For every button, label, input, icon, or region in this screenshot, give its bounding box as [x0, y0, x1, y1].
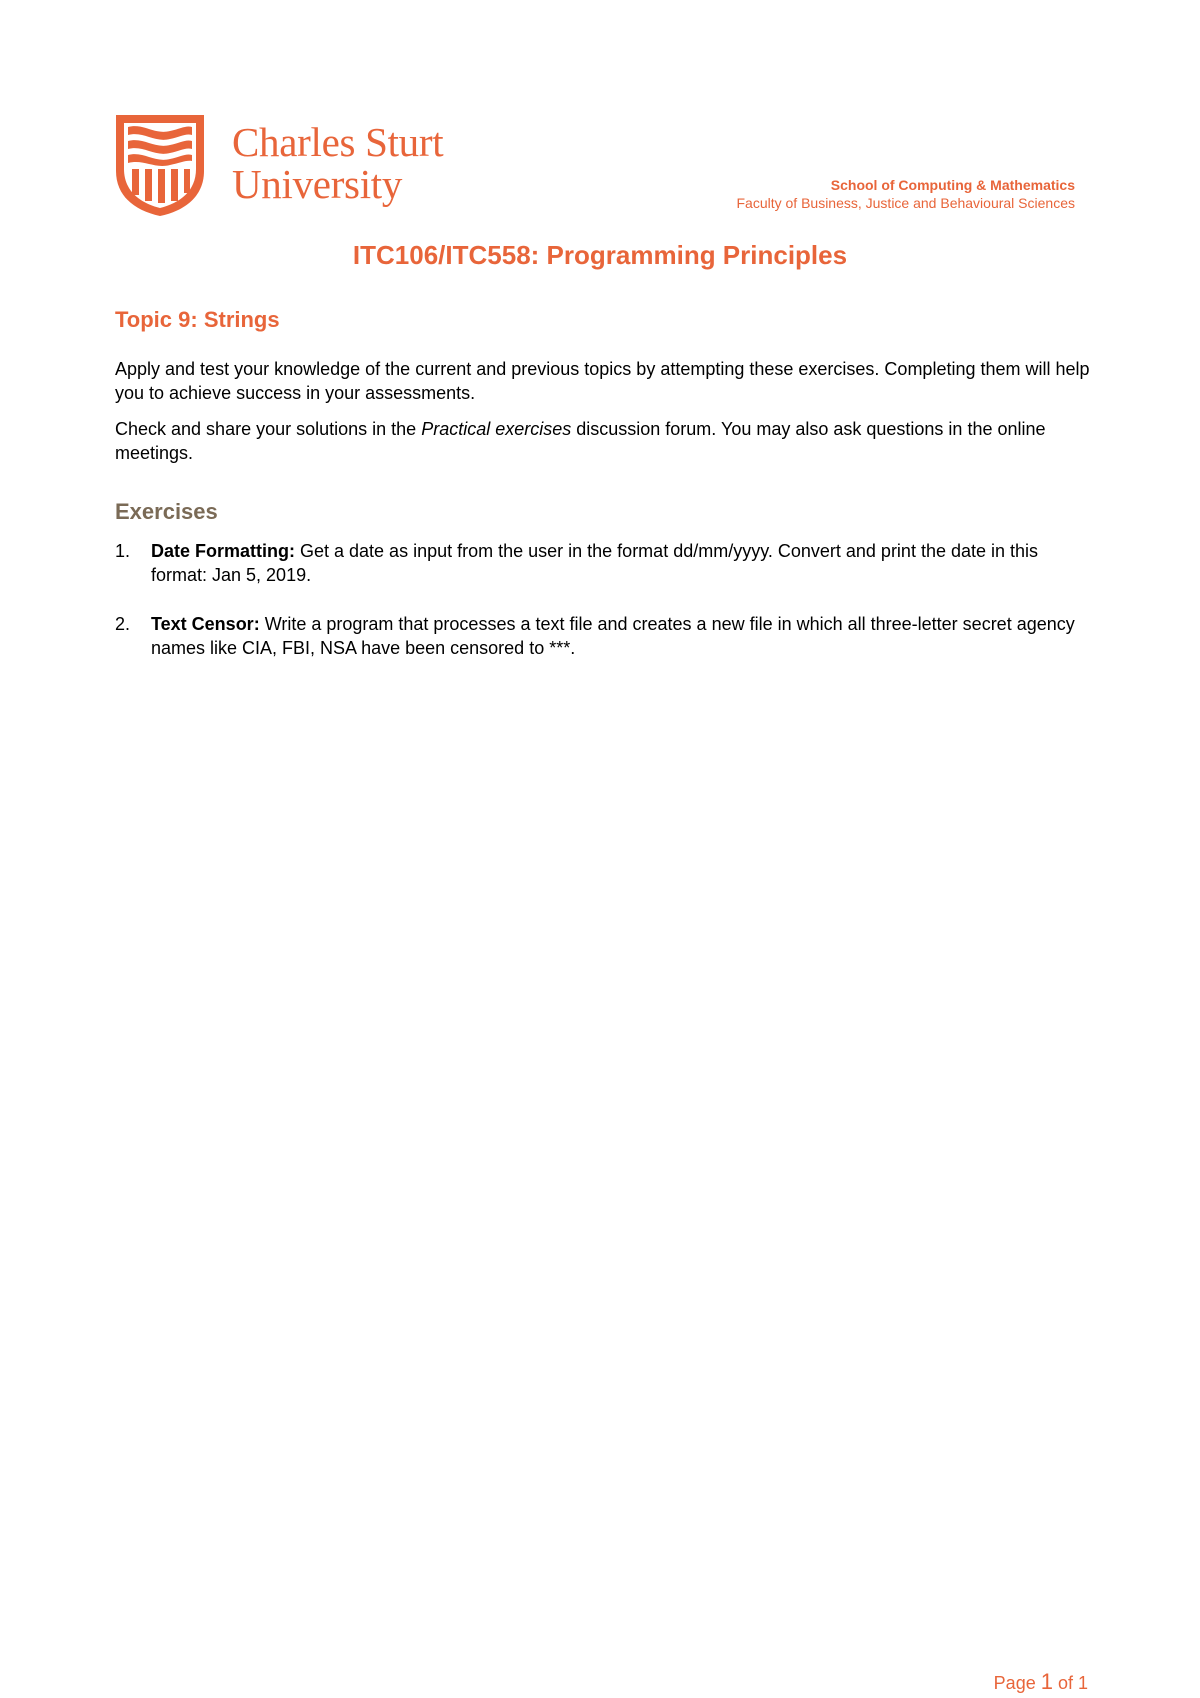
page-of-label: of — [1052, 1673, 1078, 1693]
exercise-item — [115, 539, 1090, 587]
logo-wordmark — [232, 121, 443, 205]
school-name: School of Computing & Mathematics — [830, 177, 1075, 193]
exercise-text: Get a date as input from the user in the format dd/mm/yyyy. Convert and print the date in this format: Jan 5, 2019. — [151, 541, 1039, 585]
logo-line-1: Charles Sturt — [232, 119, 444, 165]
university-logo — [114, 113, 466, 217]
intro-section — [115, 357, 1090, 477]
topic-heading: Topic 9: Strings — [115, 307, 280, 332]
logo-line-2: University — [232, 161, 403, 207]
exercise-title: Text Censor: — [151, 614, 260, 634]
exercises-heading: Exercises — [115, 499, 218, 524]
page-label: Page — [993, 1673, 1041, 1693]
intro-paragraph-1: Apply and test your knowledge of the current and previous topics by attempting these exercises. Completing them will help you to achieve success in your assessments. — [115, 359, 1090, 403]
csu-shield-icon — [114, 113, 206, 217]
exercise-title: Date Formatting: — [151, 541, 295, 561]
exercise-number: 2. — [115, 614, 131, 634]
exercise-list — [115, 539, 1090, 685]
school-info — [736, 176, 1075, 212]
forum-name: Practical exercises — [421, 419, 572, 439]
exercise-item — [115, 612, 1090, 660]
page-total: 1 — [1077, 1673, 1088, 1693]
intro-text-after: discussion forum. You may also ask questions in the online meetings. — [115, 419, 1046, 463]
page-current: 1 — [1040, 1669, 1053, 1694]
exercise-number: 1. — [115, 541, 131, 561]
faculty-name: Faculty of Business, Justice and Behavioural Sciences — [736, 195, 1075, 211]
intro-paragraph-2 — [115, 417, 1090, 465]
intro-text-before: Check and share your solutions in the — [115, 419, 422, 439]
document-title: ITC106/ITC558: Programming Principles — [352, 240, 848, 270]
exercise-text: Write a program that processes a text file and creates a new file in which all three-letter secret agency names like CIA, FBI, NSA have been censored to ***. — [151, 614, 1075, 658]
page-number — [994, 1671, 1088, 1694]
